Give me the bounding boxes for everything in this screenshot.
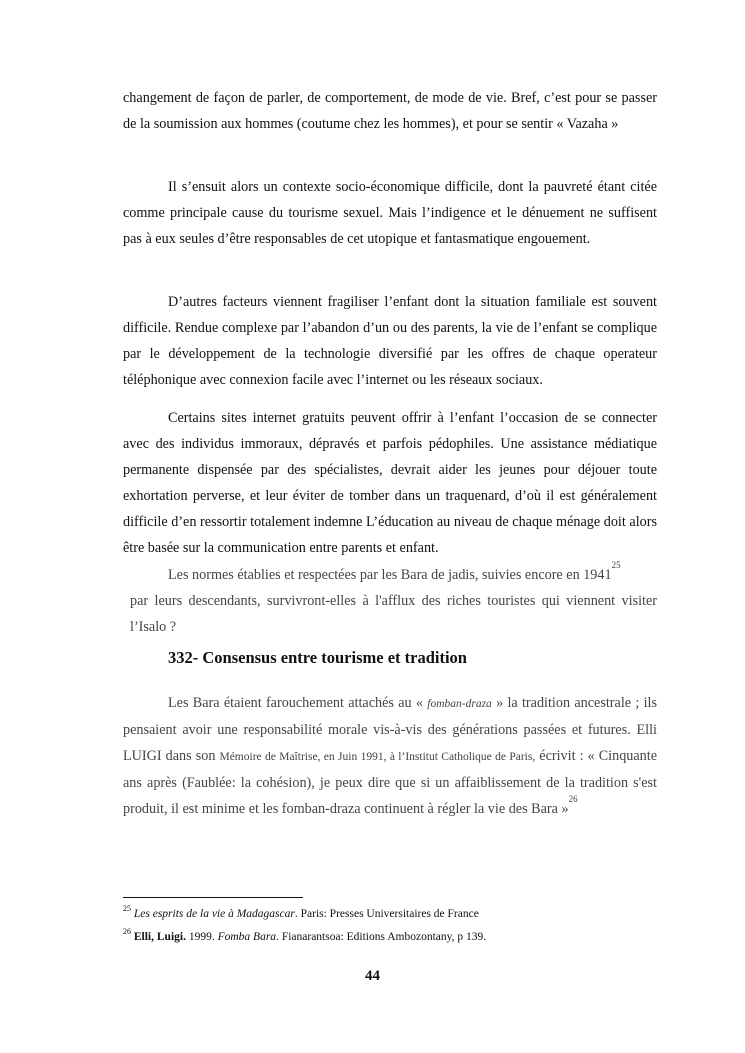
paragraph-4: Certains sites internet gratuits peuvent offrir à l’enfant l’occasion de se connecter avec des individus immoraux, dépravés et parfois pédophiles. Une assistance médiatique permanente dispensée par des spécialistes, devrait aider les jeunes pour déjouer toute exhortation perverse, et leur éviter de tomber dans un traquenard, d’où il est généralement difficile d’en ressortir totalement indemne L’éducation au niveau de chaque ménage doit alors être basée sur la communication entre parents et enfant. [123,410,657,556]
footnote-26-year: 1999. [185,931,218,943]
paragraph-2: Il s’ensuit alors un contexte socio-économique difficile, dont la pauvreté étant citée comme principale cause du tourisme sexuel. Mais l’indigence et le dénuement ne suffisent pas à eux seules d’être responsables de cet utopique et fantasmatique engouement. [123,179,657,247]
p6-text-1: Les Bara étaient farouchement attachés au « [168,695,428,711]
paragraph-5-continued: par leurs descendants, survivront-elles à l'afflux des riches touristes qui viennent visiter l’Isalo ? [130,593,657,635]
paragraph-1: changement de façon de parler, de comportement, de mode de vie. Bref, c’est pour se passer de la soumission aux hommes (coutume chez les hommes), et pour se sentir « Vazaha » [123,90,657,132]
paragraph-5-text: Les normes établies et respectées par les Bara de jadis, suivies encore en 1941 [168,567,612,583]
p6-text-3: écrivit : « Cinquante ans après (Faublée: la cohésion), je peux dire que si un affaiblissement de la tradition s'est produit, il est minime et les fomban-draza continuent à régler la vie des Bara » [123,748,658,817]
section-heading: 332- Consensus entre tourisme et tradition [168,648,467,667]
page-number: 44 [365,968,380,984]
footnote-26-title: Fomba Bara [217,931,277,943]
paragraph-5 [123,562,657,588]
footnote-26-author: Elli, Luigi. [133,931,186,943]
p6-text-2: » la tradition ancestrale ; ils pensaient avoir une responsabilité morale vis-à-vis des générations passées et futures. Elli LUIGI dans son [123,695,657,764]
footnote-25-number: 25 [123,904,131,913]
paragraph-3: D’autres facteurs viennent fragiliser l’enfant dont la situation familiale est souvent difficile. Rendue complexe par l’abandon d’un ou des parents, la vie de l’enfant se complique par le développement de la technologie diversifié par les offres de chaque operateur téléphonique avec connexion facile avec l’internet ou les réseaux sociaux. [123,294,657,388]
footnote-25 [123,906,683,922]
footnote-ref-25: 25 [611,560,621,570]
footnote-25-title: Les esprits de la vie à Madagascar [133,908,295,920]
footnote-26-number: 26 [123,927,131,936]
footnote-25-rest: . Paris: Presses Universitaires de France [294,908,479,920]
p6-small-text: Mémoire de Maîtrise, en Juin 1991, à l’Institut Catholique de Paris, [219,751,536,763]
p6-term: fomban-draza [427,698,492,710]
footnote-ref-26: 26 [568,794,578,804]
paragraph-6 [123,690,657,822]
footnote-separator [123,897,303,898]
footnote-26 [123,929,683,945]
footnote-26-rest: . Fianarantsoa: Editions Ambozontany, p 139. [276,931,487,943]
